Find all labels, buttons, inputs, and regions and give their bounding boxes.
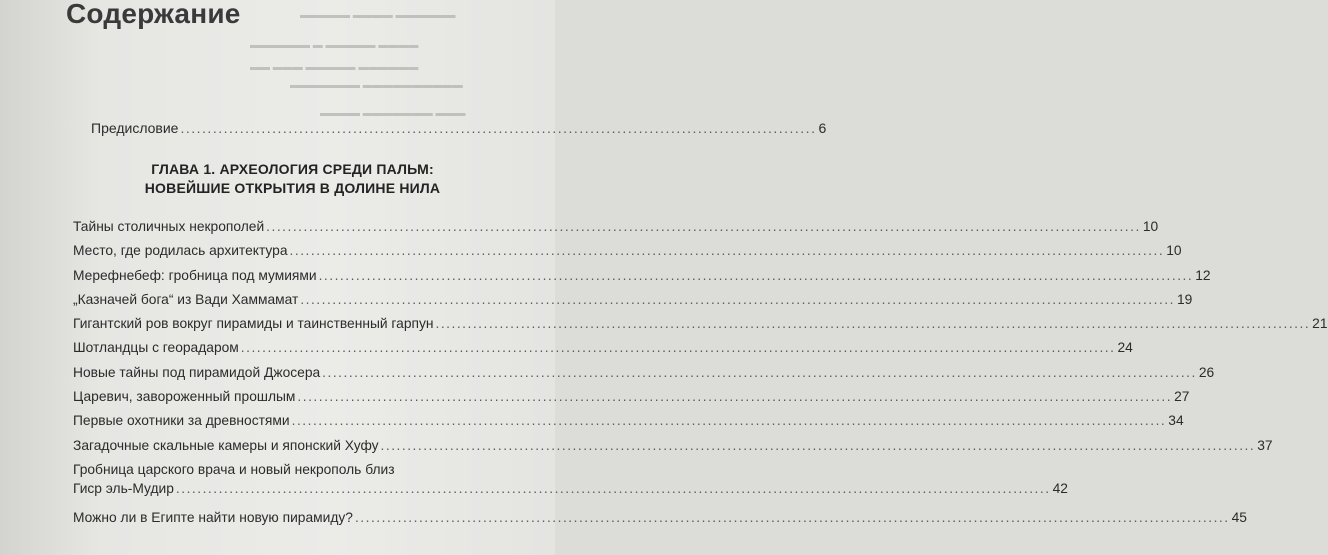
dot-leader [353,508,1232,527]
toc-entry-label: Место, где родилась архитектура [73,243,288,259]
toc-entry[interactable] [73,387,1190,411]
dot-leader [288,241,1167,260]
toc-entry[interactable] [73,241,1182,265]
toc-page-number: 12 [1195,267,1211,283]
bleed-through-text: ▬▬ ▬▬▬ ▬▬▬▬▬ ▬▬▬▬▬▬ [250,62,419,73]
toc-entry-label: Царевич, завороженный прошлым [73,389,296,405]
toc-entry[interactable] [73,314,1328,338]
toc-entry[interactable] [73,460,1068,508]
toc-page-number: 26 [1198,364,1215,380]
toc-page-number: 21 [1312,316,1328,332]
chapter-title [100,160,485,198]
contents-heading: Содержание [66,0,241,29]
toc-entry[interactable] [73,290,1193,314]
bleed-through-text: ▬▬▬▬▬ ▬▬▬▬ ▬▬▬▬▬▬ [300,10,456,21]
toc-entry-label-continued: Гиср эль-Мудир [73,480,174,496]
chapter-title-line: ГЛАВА 1. АРХЕОЛОГИЯ СРЕДИ ПАЛЬМ: [151,161,434,177]
dot-leader [290,411,1169,430]
toc-page-number: 37 [1257,437,1273,453]
toc-page-number: 27 [1174,389,1190,405]
dot-leader [298,290,1177,309]
dot-leader [434,314,1313,333]
dot-leader [317,266,1196,285]
toc-entry-label: Загадочные скальные камеры и японский Хуфу [73,437,379,453]
toc-entry-label: Предисловие [91,120,179,136]
bleed-through-text: ▬▬▬▬▬▬ ▬ ▬▬▬▬▬ ▬▬▬▬ [250,40,419,51]
toc-entry[interactable] [73,363,1215,387]
dot-leader [295,387,1174,406]
dot-leader [320,363,1199,382]
toc-page-number: 24 [1117,340,1133,356]
toc-page-number: 45 [1231,509,1247,525]
toc-page-number: 19 [1176,291,1193,307]
bleed-through-text: ▬▬▬▬▬▬▬ ▬▬▬▬▬▬▬▬▬▬ [290,80,463,91]
dot-leader [239,338,1118,357]
toc-entry[interactable] [73,266,1211,290]
toc-page-number: 10 [1142,219,1159,234]
toc-entry[interactable] [73,217,1159,241]
toc-entry-label: Первые охотники за древностями [73,413,290,429]
toc-entry-label: Гробница царского врача и новый некрополь близ [73,461,395,477]
toc-entry[interactable] [73,508,1247,532]
toc-entry-label: „Казначей бога“ из Вади Хаммамат [73,291,299,307]
toc-entry-continuation [73,479,1068,498]
dot-leader [379,436,1258,455]
toc-entry-label: Мерефнебеф: гробница под мумиями [73,267,317,283]
toc-entry-label: Шотландцы с георадаром [73,340,239,356]
dot-leader [264,217,1143,236]
toc-entry[interactable] [73,436,1273,460]
toc-entry[interactable] [73,411,1184,435]
toc-page-number: 10 [1166,243,1182,259]
toc-entry[interactable] [73,338,1133,362]
toc-page-number: 34 [1168,413,1184,429]
bleed-through-text: ▬▬▬▬ ▬▬▬▬▬▬▬ ▬▬▬ [320,108,466,119]
toc-list [73,217,1328,532]
toc-page-number: 6 [818,120,827,136]
toc-entry-label: Новые тайны под пирамидой Джосера [73,364,321,380]
dot-leader: ...................................................................................................................... [180,120,817,136]
chapter-title-line: НОВЕЙШИЕ ОТКРЫТИЯ В ДОЛИНЕ НИЛА [144,180,441,196]
toc-entry-preface[interactable] [91,120,827,142]
toc-page-number: 42 [1052,480,1068,496]
toc-entry-label: Тайны столичных некрополей [73,219,265,234]
toc-entry-label: Можно ли в Египте найти новую пирамиду? [73,509,353,525]
toc-entry-label: Гигантский ров вокруг пирамиды и таинственный гарпун [73,316,434,332]
dot-leader [174,479,1053,498]
